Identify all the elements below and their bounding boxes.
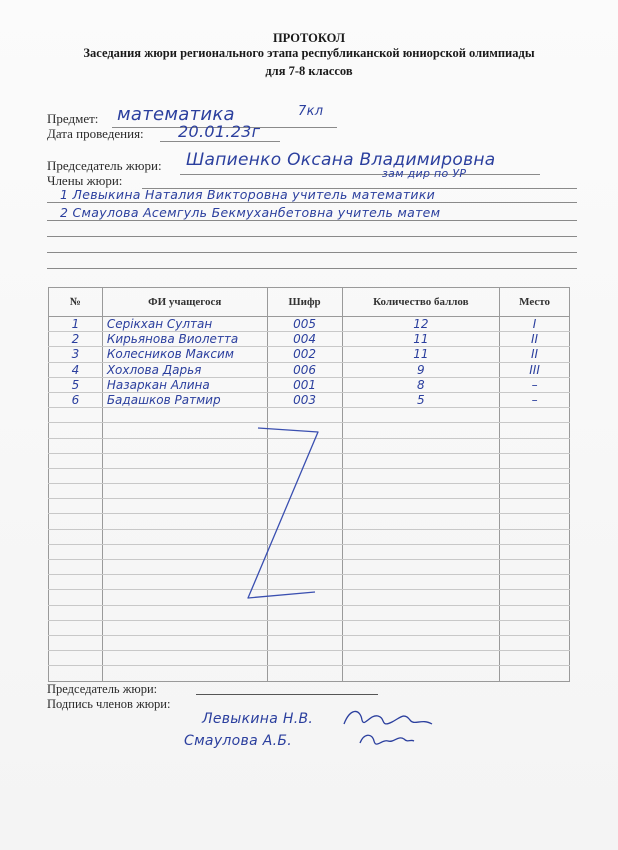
table-cell-name	[102, 377, 267, 392]
col-header-name: ФИ учащегося	[102, 288, 267, 317]
z-strike-mark	[230, 420, 330, 610]
table-cell-score	[342, 651, 500, 666]
cell-value-name: Колесников Максим	[106, 347, 234, 362]
cell-value-score: 5	[417, 393, 425, 408]
doc-title: ПРОТОКОЛ	[272, 31, 346, 45]
table-cell-place	[500, 347, 570, 362]
table-cell-place	[500, 635, 570, 650]
table-cell-place	[500, 392, 570, 407]
signature-member-2-name: Смаулова А.Б.	[184, 733, 292, 749]
table-cell-name	[102, 347, 267, 362]
signature-members-label: Подпись членов жюри:	[47, 697, 171, 711]
table-cell-score	[342, 317, 500, 332]
table-cell-num	[49, 332, 103, 347]
cell-value-code: 002	[293, 347, 317, 362]
table-cell-score	[342, 438, 500, 453]
cell-value-place: –	[531, 377, 538, 392]
signature-chair-label: Председатель жюри:	[47, 682, 158, 696]
date-value: 20.01.23г	[178, 122, 261, 141]
cell-value-name: Бадашков Ратмир	[106, 393, 221, 408]
table-cell-score	[342, 529, 500, 544]
table-cell-code	[267, 635, 342, 650]
table-cell-place	[500, 560, 570, 575]
cell-value-name: Серікхан Султан	[106, 317, 213, 332]
cell-value-name: Назаркан Алина	[106, 377, 210, 392]
table-cell-place	[500, 453, 570, 468]
table-cell-num	[49, 590, 103, 605]
table-cell-place	[500, 575, 570, 590]
member-line-1	[47, 202, 577, 203]
chair-label: Председатель жюри:	[47, 158, 162, 173]
table-cell-name	[102, 362, 267, 377]
cell-value-code: 004	[293, 332, 317, 347]
chair-value: Шапиенко Оксана Владимировна	[186, 150, 496, 170]
col-header-score: Количество баллов	[342, 288, 500, 317]
cell-value-code: 001	[293, 377, 317, 392]
member-line-5	[47, 268, 577, 269]
date-label: Дата проведения:	[47, 126, 144, 141]
table-cell-code	[267, 620, 342, 635]
table-cell-score	[342, 377, 500, 392]
table-cell-place	[500, 362, 570, 377]
member-2: 2 Смаулова Асемгуль Бекмуханбетовна учитель матем	[60, 205, 441, 220]
col-header-place: Место	[500, 288, 570, 317]
table-cell-score	[342, 362, 500, 377]
cell-value-code: 003	[293, 393, 317, 408]
cell-value-score: 9	[417, 362, 425, 377]
table-cell-num	[49, 468, 103, 483]
table-cell-score	[342, 635, 500, 650]
col-header-code: Шифр	[267, 288, 342, 317]
signature-member-1-name: Левыкина Н.В.	[202, 711, 314, 727]
cell-value-place: –	[531, 393, 538, 408]
table-cell-num	[49, 620, 103, 635]
member-line-3	[47, 236, 577, 237]
table-cell-code	[267, 347, 342, 362]
table-cell-name	[102, 332, 267, 347]
cell-value-place: III	[529, 362, 540, 377]
table-cell-place	[500, 651, 570, 666]
members-label: Члены жюри:	[47, 173, 123, 188]
subject-value: математика	[117, 104, 235, 125]
table-cell-code	[267, 392, 342, 407]
table-row	[49, 377, 570, 392]
table-cell-code	[267, 666, 342, 681]
cell-value-num: 6	[71, 393, 80, 408]
table-cell-num	[49, 317, 103, 332]
table-row	[49, 392, 570, 407]
member-1: 1 Левыкина Наталия Викторовна учитель математики	[60, 187, 436, 202]
table-cell-code	[267, 651, 342, 666]
date-underline	[160, 141, 280, 142]
signature-chair-line	[196, 694, 378, 695]
table-row	[49, 666, 570, 681]
table-cell-score	[342, 666, 500, 681]
table-cell-place	[500, 544, 570, 559]
table-cell-name	[102, 392, 267, 407]
table-cell-num	[49, 635, 103, 650]
table-cell-num	[49, 514, 103, 529]
member-line-4	[47, 252, 577, 253]
table-cell-code	[267, 332, 342, 347]
table-cell-num	[49, 438, 103, 453]
subject-grade: 7кл	[298, 104, 324, 119]
table-cell-score	[342, 544, 500, 559]
table-cell-score	[342, 484, 500, 499]
table-cell-place	[500, 620, 570, 635]
table-cell-score	[342, 620, 500, 635]
table-cell-name	[102, 317, 267, 332]
table-row	[49, 651, 570, 666]
cell-value-score: 11	[413, 332, 429, 347]
table-cell-code	[267, 362, 342, 377]
table-cell-score	[342, 408, 500, 423]
table-row	[49, 347, 570, 362]
cell-value-score: 8	[417, 377, 425, 392]
cell-value-score: 12	[413, 317, 429, 332]
table-cell-score	[342, 499, 500, 514]
cell-value-place: I	[532, 317, 537, 332]
table-cell-num	[49, 560, 103, 575]
table-cell-score	[342, 575, 500, 590]
cell-value-code: 006	[293, 362, 317, 377]
cell-value-num: 4	[71, 362, 80, 377]
subject-label: Предмет:	[47, 111, 99, 126]
table-cell-place	[500, 514, 570, 529]
table-cell-place	[500, 605, 570, 620]
cell-value-num: 1	[71, 317, 80, 332]
table-row	[49, 332, 570, 347]
table-cell-num	[49, 347, 103, 362]
table-cell-score	[342, 453, 500, 468]
table-cell-score	[342, 347, 500, 362]
doc-subtitle: Заседания жюри регионального этапа республиканской юниорской олимпиады	[83, 46, 535, 60]
cell-value-num: 5	[71, 377, 80, 392]
doc-subtitle-grades: для 7-8 классов	[265, 64, 353, 78]
table-cell-code	[267, 377, 342, 392]
table-cell-score	[342, 332, 500, 347]
table-cell-name	[102, 620, 267, 635]
cell-value-num: 3	[71, 347, 80, 362]
table-cell-score	[342, 468, 500, 483]
col-header-num: №	[49, 288, 103, 317]
table-cell-place	[500, 590, 570, 605]
table-cell-score	[342, 590, 500, 605]
cell-value-code: 005	[293, 317, 317, 332]
table-header-row	[49, 288, 570, 317]
table-cell-place	[500, 484, 570, 499]
table-cell-place	[500, 499, 570, 514]
table-cell-place	[500, 529, 570, 544]
table-cell-place	[500, 377, 570, 392]
table-cell-place	[500, 468, 570, 483]
table-cell-place	[500, 332, 570, 347]
cell-value-name: Кирьянова Виолетта	[106, 332, 239, 347]
table-cell-num	[49, 484, 103, 499]
table-cell-num	[49, 377, 103, 392]
table-cell-num	[49, 499, 103, 514]
cell-value-num: 2	[71, 332, 80, 347]
member-line-2	[47, 220, 577, 221]
table-cell-name	[102, 635, 267, 650]
table-cell-place	[500, 317, 570, 332]
table-row	[49, 620, 570, 635]
table-cell-name	[102, 651, 267, 666]
table-cell-place	[500, 666, 570, 681]
table-cell-score	[342, 605, 500, 620]
table-cell-num	[49, 423, 103, 438]
cell-value-place: II	[531, 332, 539, 347]
table-cell-num	[49, 544, 103, 559]
table-row	[49, 362, 570, 377]
table-cell-num	[49, 529, 103, 544]
table-cell-num	[49, 666, 103, 681]
table-row	[49, 635, 570, 650]
table-cell-score	[342, 560, 500, 575]
table-cell-num	[49, 651, 103, 666]
chair-note: зам дир по УР	[382, 167, 467, 180]
cell-value-name: Хохлова Дарья	[106, 362, 202, 377]
table-cell-num	[49, 605, 103, 620]
table-cell-score	[342, 514, 500, 529]
table-cell-place	[500, 408, 570, 423]
table-cell-num	[49, 453, 103, 468]
cell-value-score: 11	[413, 347, 429, 362]
table-cell-place	[500, 423, 570, 438]
chair-underline	[180, 174, 540, 175]
table-cell-num	[49, 408, 103, 423]
table-cell-place	[500, 438, 570, 453]
signature-member-2-scribble	[356, 729, 416, 753]
table-cell-name	[102, 666, 267, 681]
table-cell-score	[342, 423, 500, 438]
table-cell-num	[49, 362, 103, 377]
table-cell-code	[267, 317, 342, 332]
table-row	[49, 317, 570, 332]
table-cell-score	[342, 392, 500, 407]
cell-value-place: II	[531, 347, 539, 362]
table-cell-num	[49, 392, 103, 407]
table-cell-num	[49, 575, 103, 590]
